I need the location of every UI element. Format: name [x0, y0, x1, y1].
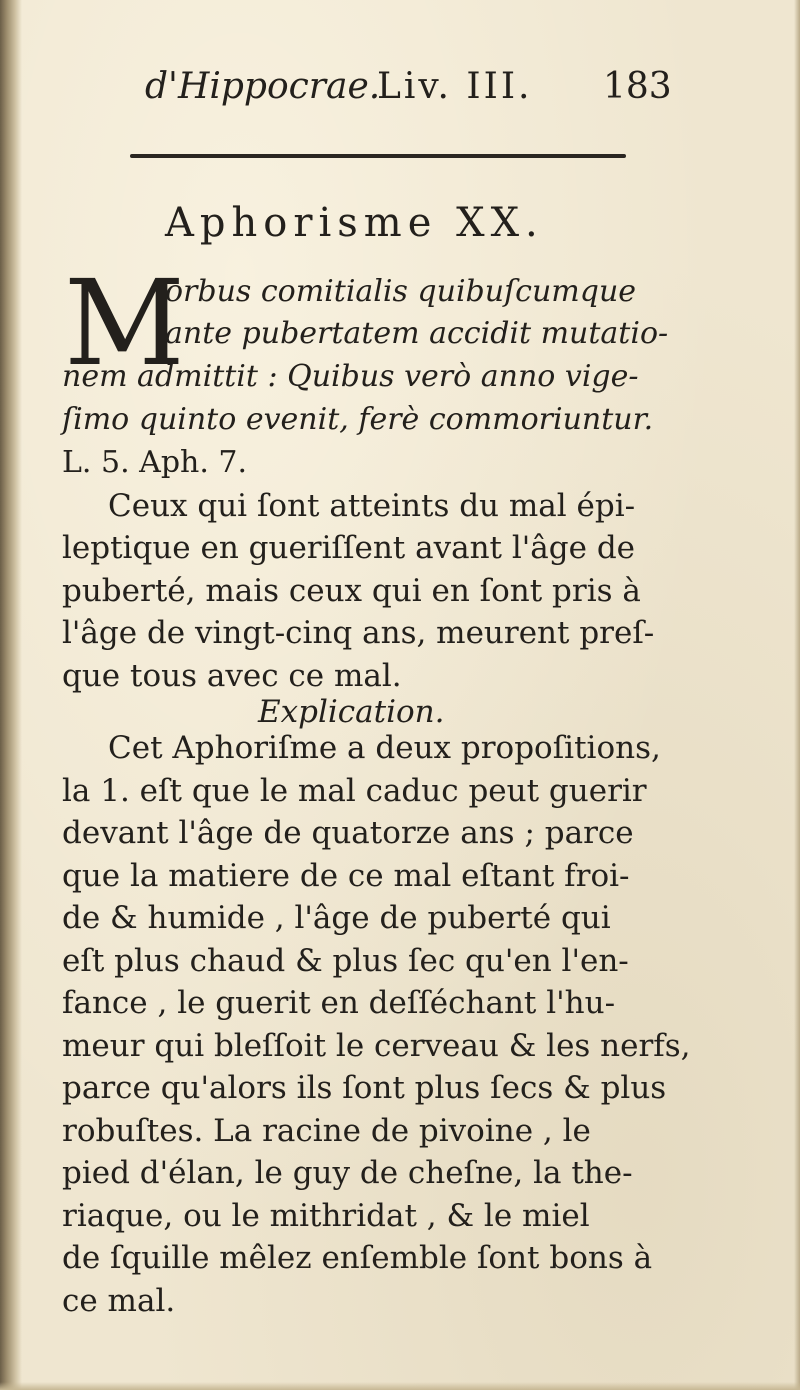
french-line: l'âge de vingt-cinq ans, meurent preſ-: [62, 615, 655, 651]
explication-line: Cet Aphoriſme a deux propoſitions,: [108, 730, 661, 766]
aphorism-heading: Aphorisme XX.: [165, 200, 544, 246]
running-header: [145, 62, 672, 112]
french-line: que tous avec ce mal.: [62, 658, 402, 694]
explication-line: parce qu'alors ils ſont plus ſecs & plus: [62, 1070, 667, 1106]
explication-line: pied d'élan, le guy de cheſne, la the-: [62, 1155, 633, 1191]
page-edge-shadow: [794, 0, 800, 1390]
explication-line: eſt plus chaud & plus ſec qu'en l'en-: [62, 943, 629, 979]
explication-line: meur qui bleſſoit le cerveau & les nerfs,: [62, 1028, 691, 1064]
latin-line: ante pubertatem accidit mutatio-: [165, 316, 669, 351]
french-line: Ceux qui ſont atteints du mal épi-: [108, 488, 636, 524]
explication-line: ce mal.: [62, 1283, 176, 1319]
explication-line: devant l'âge de quatorze ans ; parce: [62, 815, 634, 851]
explication-line: de ſquille mêlez enſemble ſont bons à: [62, 1240, 653, 1276]
latin-line: orbus comitialis quibuſcumque: [165, 274, 637, 309]
explication-line: que la matiere de ce mal eſtant froi-: [62, 858, 630, 894]
drop-cap: M: [64, 254, 185, 392]
french-line: puberté, mais ceux qui en ſont pris à: [62, 573, 641, 609]
page-bottom-edge: [0, 1382, 800, 1390]
explication-line: robuſtes. La racine de pivoine , le: [62, 1113, 591, 1149]
aphorism-reference: L. 5. Aph. 7.: [62, 445, 248, 480]
explication-line: fance , le guerit en deſſéchant l'hu-: [62, 985, 616, 1021]
explication-line: riaque, ou le mithridat , & le miel: [62, 1198, 590, 1234]
explication-title: Explication.: [258, 694, 445, 730]
explication-line: la 1. eſt que le mal caduc peut guerir: [62, 773, 647, 809]
latin-line: nem admittit : Quibus verò anno vige-: [62, 359, 639, 394]
binding-shadow: [0, 0, 22, 1390]
latin-line: ſimo quinto evenit, ferè commoriuntur.: [62, 402, 654, 437]
page-number: 183: [603, 66, 672, 107]
explication-line: de & humide , l'âge de puberté qui: [62, 900, 611, 936]
header-rule: [130, 154, 626, 158]
french-line: leptique en gueriſſent avant l'âge de: [62, 530, 636, 566]
book-reference: Liv. III.: [377, 66, 533, 107]
running-title: d'Hippocrae.: [145, 66, 381, 107]
